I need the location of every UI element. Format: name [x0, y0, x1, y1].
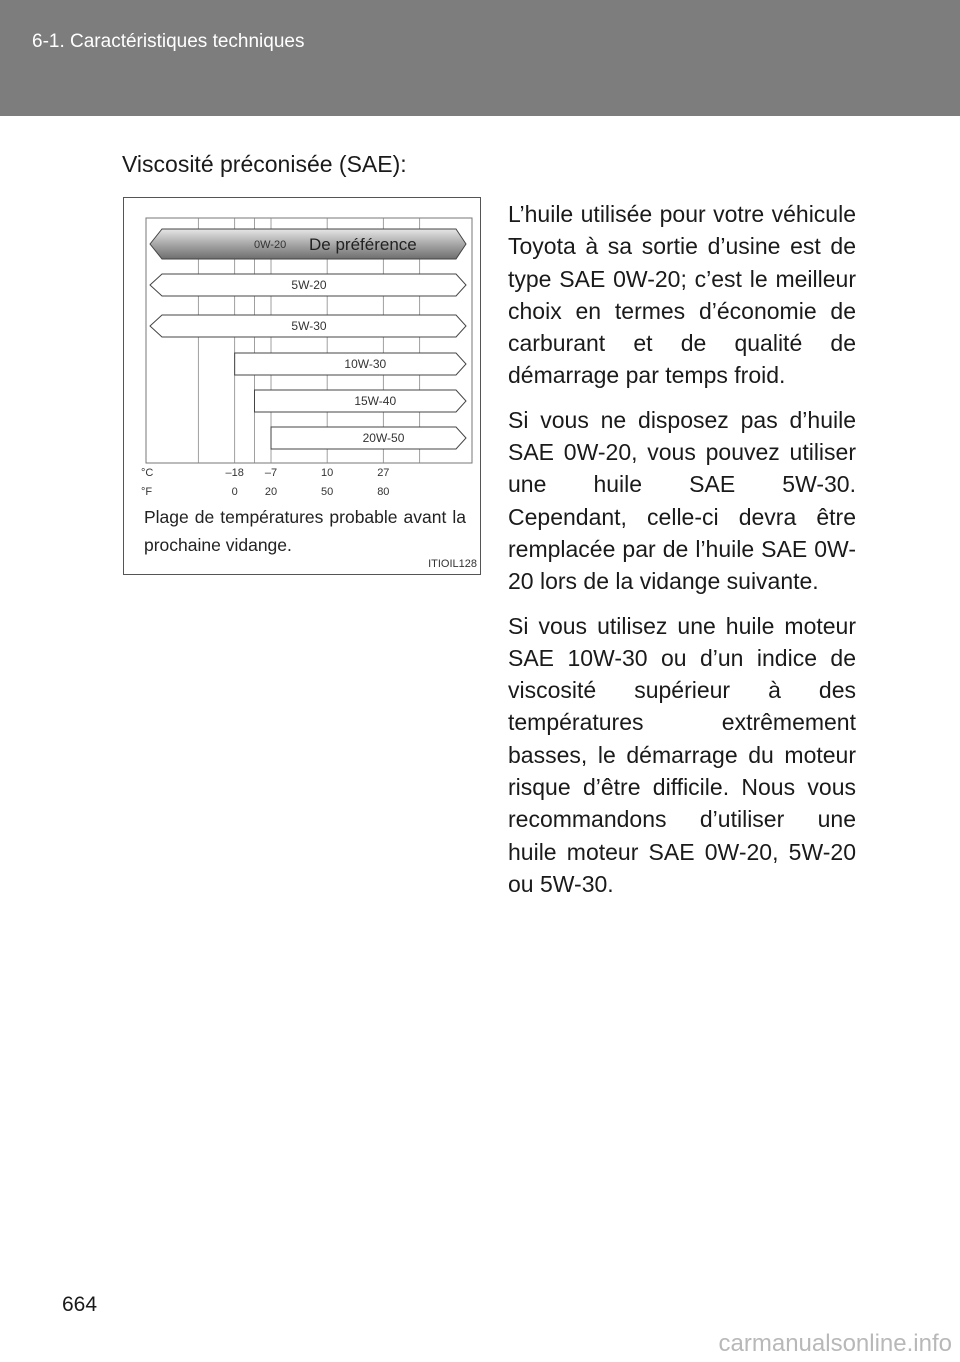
figure-code: ITIOIL128 — [428, 558, 477, 570]
grade-label-20w-50: 20W-50 — [362, 431, 405, 445]
celsius-unit: °C — [141, 467, 154, 479]
celsius-tick: 10 — [321, 467, 334, 479]
celsius-tick: –7 — [264, 467, 278, 479]
fahrenheit-tick: 20 — [264, 486, 278, 498]
watermark: carmanualsonline.info — [718, 1330, 952, 1357]
fahrenheit-unit: °F — [141, 486, 153, 498]
grade-arrow-0w-20 — [150, 229, 466, 259]
paragraph-2: Si vous ne disposez pas d’huile SAE 0W-20, vous pouvez utiliser une huile SAE 5W-30. Cependant, celle-ci devra être remplacée par de l’huile SAE 0W-20 lors de la vidange suivante. — [508, 406, 856, 595]
grade-label-5w-20: 5W-20 — [291, 278, 327, 292]
grade-label-10w-30: 10W-30 — [344, 357, 387, 371]
section-title: 6-1. Caractéristiques techniques — [32, 31, 305, 52]
preferred-label: De préférence — [309, 235, 417, 254]
celsius-tick: 27 — [377, 467, 390, 479]
grade-label-0w-20: 0W-20 — [254, 239, 287, 251]
grade-label-5w-30: 5W-30 — [291, 319, 327, 333]
page-number: 664 — [62, 1293, 98, 1316]
paragraph-3: Si vous utilisez une huile moteur SAE 10W-30 ou d’un indice de viscosité supérieur à des températures extrêmement basses, le démarrage du moteur risque d’être difficile. Nous vous recommandons d’utiliser une huile moteur SAE 0W-20, 5W-20 ou 5W-30. — [508, 612, 856, 897]
page-header — [0, 0, 960, 116]
viscosity-subtitle: Viscosité préconisée (SAE): — [122, 151, 407, 177]
grade-label-15w-40: 15W-40 — [354, 394, 397, 408]
celsius-tick: –18 — [225, 467, 244, 479]
fahrenheit-tick: 80 — [377, 486, 390, 498]
fahrenheit-tick: 0 — [231, 486, 238, 498]
body-text — [508, 198, 856, 912]
viscosity-chart — [123, 197, 481, 575]
figure-caption: Plage de températures probable avant la prochaine vidange. — [144, 507, 466, 555]
fahrenheit-tick: 50 — [321, 486, 334, 498]
paragraph-1: L’huile utilisée pour votre véhicule Toyota à sa sortie d’usine est de type SAE 0W-20; c’est le meilleur choix en termes d’économie de carburant et de qualité de démarrage par temps froid. — [508, 201, 856, 389]
